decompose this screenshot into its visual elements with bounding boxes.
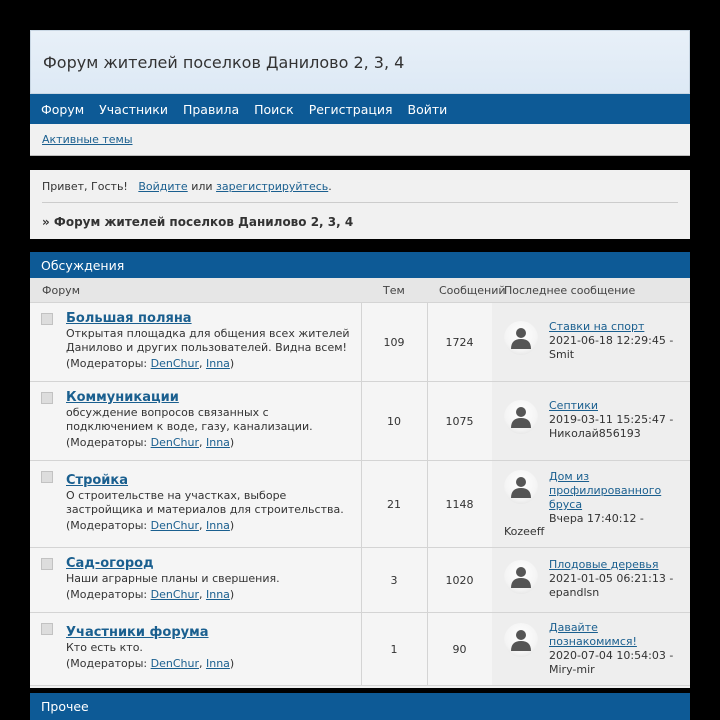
- greeting-dot: .: [328, 180, 332, 193]
- moderators: (Модераторы: DenChur, Inna): [66, 357, 235, 370]
- moderators: (Модераторы: DenChur, Inna): [66, 519, 235, 532]
- last-post-author: Kozeeff: [504, 525, 545, 538]
- breadcrumb: » Форум жителей поселков Данилово 2, 3, 4: [42, 215, 354, 229]
- moderators: (Модераторы: DenChur, Inna): [66, 436, 235, 449]
- forum-status-icon: [41, 558, 53, 570]
- forum-description: О строительстве на участках, выборе застройщика и материалов для строительства.: [66, 489, 344, 516]
- last-topic-link[interactable]: Плодовые деревья: [549, 558, 659, 571]
- table-row: [30, 548, 690, 613]
- last-post: [492, 548, 690, 612]
- last-post: [492, 303, 690, 381]
- user-avatar-icon: [504, 470, 538, 504]
- category-title: Обсуждения: [41, 257, 125, 273]
- table-row: [30, 303, 690, 382]
- last-post-meta: 2021-01-05 06:21:13 - epandlsn: [549, 572, 674, 599]
- nav-users[interactable]: Участники: [99, 101, 168, 117]
- posts-count: 90: [427, 613, 493, 685]
- forum-info: [30, 382, 362, 460]
- forum-description: Наши аграрные планы и свершения.: [66, 572, 280, 585]
- visit-block: [30, 170, 690, 239]
- topics-count: 21: [361, 461, 428, 547]
- main-nav: [30, 94, 690, 124]
- moderator-link[interactable]: DenChur: [150, 519, 199, 532]
- moderators-label: (Модераторы:: [66, 657, 148, 670]
- posts-count: 1724: [427, 303, 493, 381]
- moderators-label: (Модераторы:: [66, 436, 148, 449]
- site-title-bar: [30, 30, 690, 94]
- moderator-link[interactable]: DenChur: [150, 588, 199, 601]
- moderators-label: (Модераторы:: [66, 588, 148, 601]
- category-header: [30, 252, 690, 278]
- last-post-meta: Вчера 17:40:12 -: [549, 512, 644, 525]
- moderator-link[interactable]: Inna: [205, 519, 230, 532]
- forum-description: обсуждение вопросов связанных с подключением к воде, газу, канализации.: [66, 406, 313, 433]
- last-topic-link[interactable]: Дом из профилированного бруса: [549, 470, 662, 511]
- moderators-label: (Модераторы:: [66, 357, 148, 370]
- last-post: [492, 461, 690, 547]
- moderators-label: (Модераторы:: [66, 519, 148, 532]
- moderator-link[interactable]: Inna: [205, 357, 230, 370]
- active-topics-link[interactable]: Активные темы: [42, 133, 133, 146]
- forum-status-icon: [41, 313, 53, 325]
- forum-category-discussions: [30, 252, 690, 688]
- moderators: (Модераторы: DenChur, Inna): [66, 588, 235, 601]
- nav-forum[interactable]: Форум: [41, 101, 85, 117]
- forum-info: [30, 548, 362, 612]
- moderators: (Модераторы: DenChur, Inna): [66, 657, 235, 670]
- forum-info: [30, 461, 362, 547]
- moderator-link[interactable]: Inna: [205, 657, 230, 670]
- nav-rules[interactable]: Правила: [182, 101, 240, 117]
- col-forum: Форум: [42, 284, 80, 297]
- forum-link[interactable]: Коммуникации: [66, 390, 179, 405]
- forum-description: Открытая площадка для общения всех жителей Данилово и других пользователей. Видна всем!: [66, 327, 350, 354]
- forum-link[interactable]: Большая поляна: [66, 311, 192, 326]
- forum-info: [30, 303, 362, 381]
- forum-status-icon: [41, 471, 53, 483]
- last-topic-link[interactable]: Септики: [549, 399, 598, 412]
- table-row: [30, 613, 690, 686]
- last-post-meta: 2020-07-04 10:54:03 - Miry-mir: [549, 649, 674, 676]
- user-avatar-icon: [504, 321, 538, 355]
- posts-count: 1148: [427, 461, 493, 547]
- topics-count: 3: [361, 548, 428, 612]
- login-link[interactable]: Войдите: [138, 180, 188, 193]
- moderator-link[interactable]: DenChur: [150, 657, 199, 670]
- register-link[interactable]: зарегистрируйтесь: [216, 180, 329, 193]
- forum-link[interactable]: Стройка: [66, 473, 129, 488]
- user-avatar-icon: [504, 400, 538, 434]
- table-header: [30, 278, 690, 303]
- last-topic-link[interactable]: Давайте познакомимся!: [549, 621, 637, 648]
- posts-count: 1020: [427, 548, 493, 612]
- nav-login[interactable]: Войти: [407, 101, 448, 117]
- site-title: Форум жителей поселков Данилово 2, 3, 4: [43, 52, 405, 72]
- forum-status-icon: [41, 623, 53, 635]
- moderator-link[interactable]: Inna: [205, 588, 230, 601]
- moderator-link[interactable]: DenChur: [150, 436, 199, 449]
- col-posts: Сообщений: [439, 284, 506, 297]
- greeting-line: [30, 170, 690, 202]
- topics-count: 10: [361, 382, 428, 460]
- forum-info: [30, 613, 362, 685]
- topics-count: 1: [361, 613, 428, 685]
- last-post-meta: 2021-06-18 12:29:45 - Smit: [549, 334, 674, 361]
- posts-count: 1075: [427, 382, 493, 460]
- col-topics: Тем: [383, 284, 405, 297]
- last-post: [492, 613, 690, 685]
- topics-count: 109: [361, 303, 428, 381]
- col-last-post: Последнее сообщение: [504, 284, 636, 297]
- nav-register[interactable]: Регистрация: [308, 101, 393, 117]
- moderator-link[interactable]: Inna: [205, 436, 230, 449]
- table-row: [30, 461, 690, 548]
- greeting-text: Привет, Гость!: [42, 180, 128, 193]
- site-header: [30, 30, 690, 156]
- forum-category-other: [30, 693, 690, 720]
- user-avatar-icon: [504, 623, 538, 657]
- table-row: [30, 382, 690, 461]
- nav-search[interactable]: Поиск: [254, 101, 294, 117]
- forum-status-icon: [41, 392, 53, 404]
- or-text: или: [191, 180, 213, 193]
- sub-nav: [30, 124, 690, 156]
- forum-description: Кто есть кто.: [66, 641, 143, 654]
- forum-link[interactable]: Сад-огород: [66, 556, 154, 571]
- last-topic-link[interactable]: Ставки на спорт: [549, 320, 645, 333]
- forum-link[interactable]: Участники форума: [66, 625, 209, 640]
- last-post-meta: 2019-03-11 15:25:47 - Николай856193: [549, 413, 674, 440]
- category-title: Прочее: [41, 699, 89, 714]
- last-post: [492, 382, 690, 460]
- user-avatar-icon: [504, 560, 538, 594]
- moderator-link[interactable]: DenChur: [150, 357, 199, 370]
